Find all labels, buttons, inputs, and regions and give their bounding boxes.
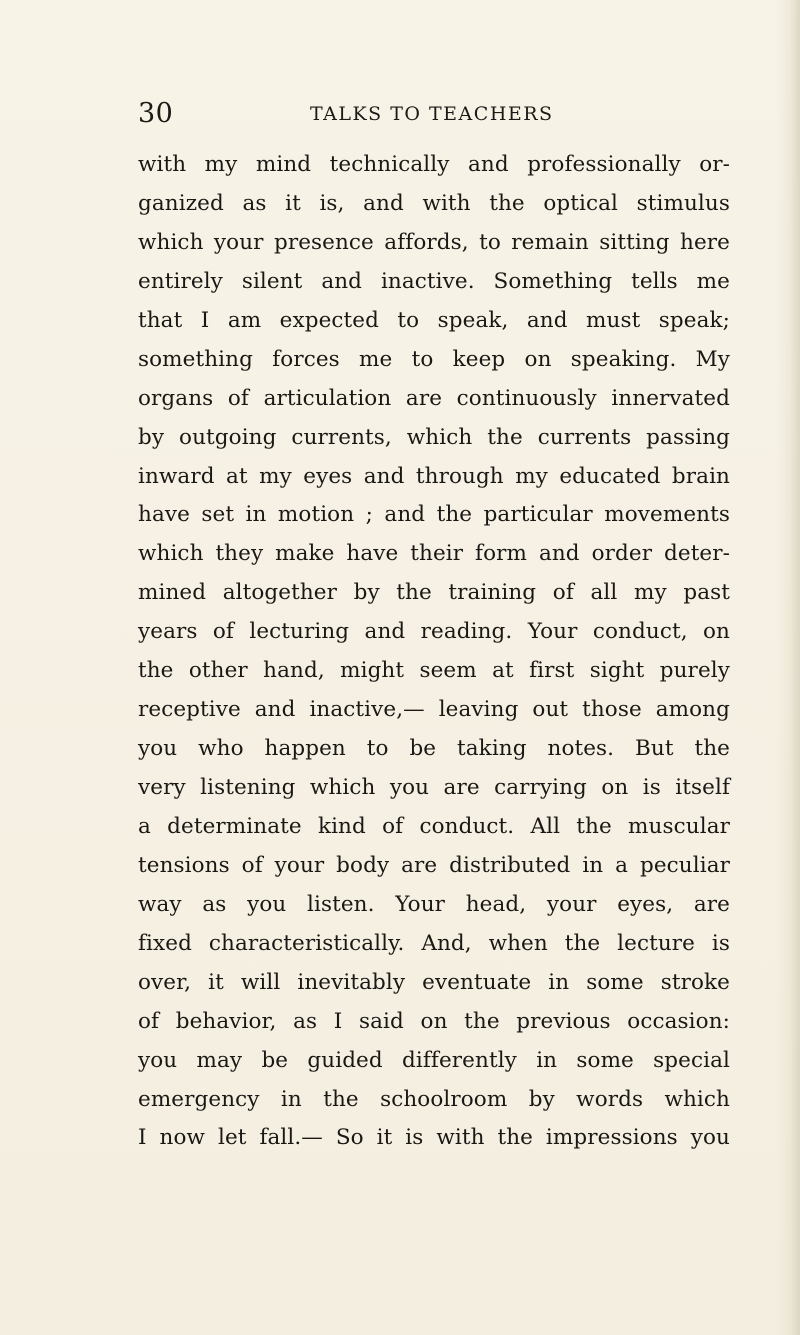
text-line: fixed characteristically. And, when the lecture is xyxy=(138,930,730,956)
text-line: which they make have their form and order deter- xyxy=(138,541,730,567)
text-line: way as you listen. Your head, your eyes, are xyxy=(138,891,730,917)
text-line: by outgoing currents, which the currents passing xyxy=(138,424,730,450)
text-line: ganized as it is, and with the optical stimulus xyxy=(138,190,730,216)
text-line: entirely silent and inactive. Something tells me xyxy=(138,268,730,294)
text-line: something forces me to keep on speaking. My xyxy=(138,346,730,372)
text-line: with my mind technically and professionally or- xyxy=(138,152,730,177)
text-line: inward at my eyes and through my educated brain xyxy=(138,463,730,489)
text-line: have set in motion ; and the particular movements xyxy=(138,502,730,528)
text-line: the other hand, might seem at first sight purely xyxy=(138,658,730,684)
text-line: you may be guided differently in some special xyxy=(138,1047,730,1073)
text-line: emergency in the schoolroom by words which xyxy=(138,1086,730,1112)
text-line: very listening which you are carrying on is itself xyxy=(138,775,730,800)
text-line: of behavior, as I said on the previous occasion: xyxy=(138,1008,730,1034)
text-line: mined altogether by the training of all my past xyxy=(138,580,730,606)
text-line: years of lecturing and reading. Your conduct, on xyxy=(138,619,730,645)
text-line: receptive and inactive,— leaving out those among xyxy=(138,697,730,723)
text-line: I now let fall.— So it is with the impressions you xyxy=(138,1125,730,1151)
page-edge-shadow xyxy=(790,0,800,1335)
text-line: a determinate kind of conduct. All the muscular xyxy=(138,813,730,839)
text-line: which your presence affords, to remain sitting here xyxy=(138,229,730,255)
running-head xyxy=(0,94,800,134)
text-line: tensions of your body are distributed in a peculiar xyxy=(138,852,730,878)
text-line: that I am expected to speak, and must speak; xyxy=(138,307,730,333)
body-text xyxy=(138,146,730,1158)
page-number: 30 xyxy=(138,98,174,129)
running-title: TALKS TO TEACHERS xyxy=(310,103,554,125)
text-line: you who happen to be taking notes. But the xyxy=(138,736,730,762)
text-line: organs of articulation are continuously innervated xyxy=(138,385,730,411)
text-line: over, it will inevitably eventuate in some stroke xyxy=(138,969,730,995)
